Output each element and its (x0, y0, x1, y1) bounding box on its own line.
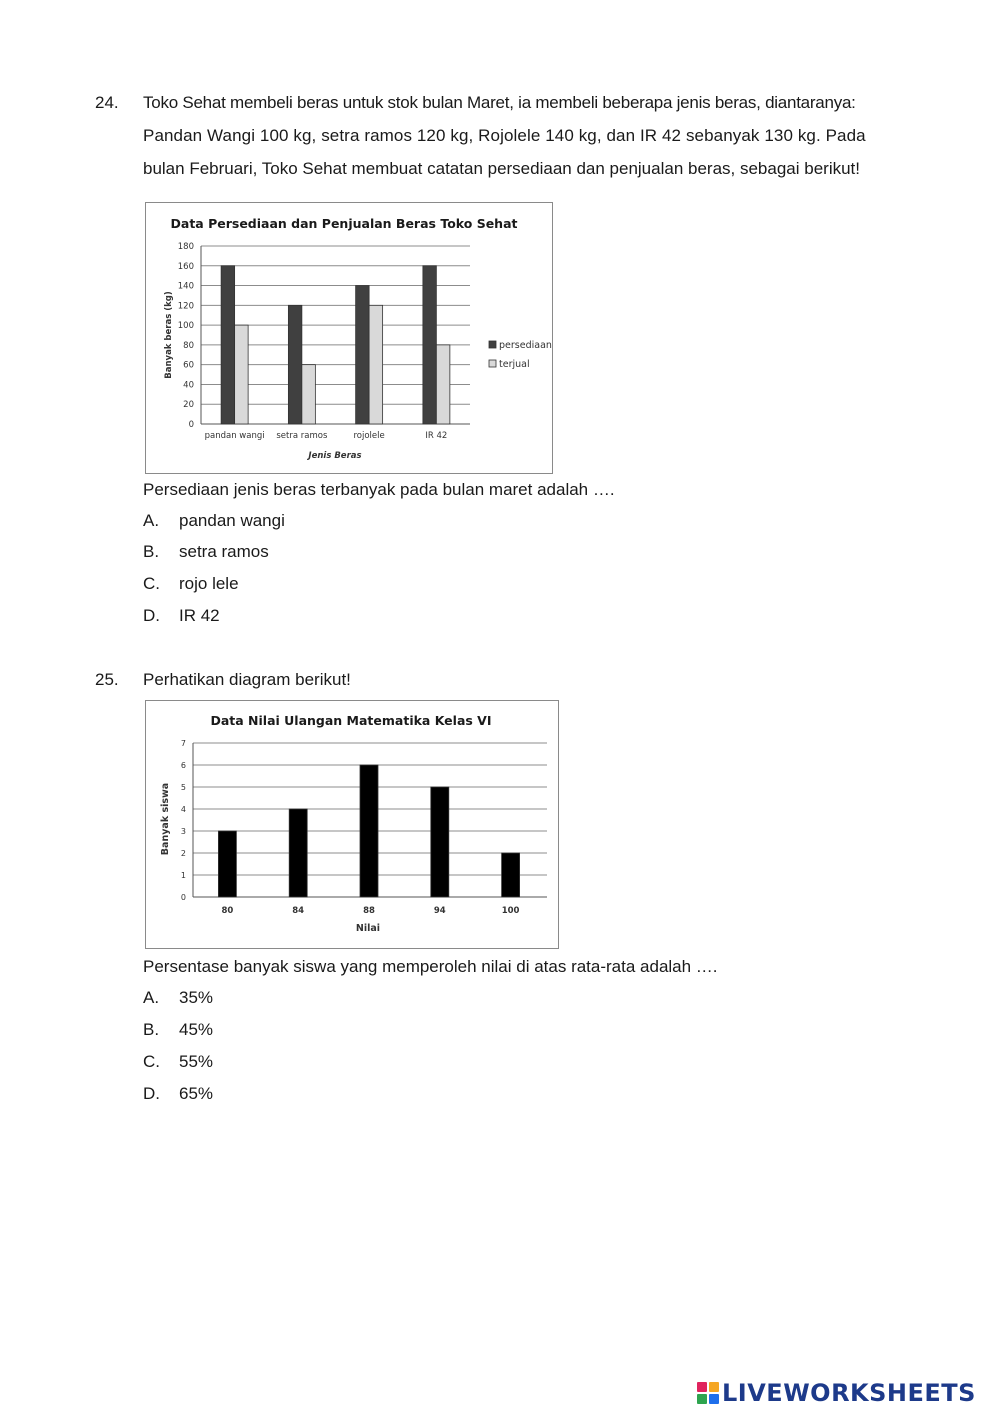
y-tick-label: 2 (180, 849, 186, 858)
logo-square-3 (697, 1394, 707, 1404)
y-tick-label: 5 (180, 783, 186, 792)
option-text: setra ramos (179, 542, 269, 561)
logo-square-4 (709, 1394, 719, 1404)
question-25-number: 25. (95, 670, 119, 689)
x-axis-label: Nilai (355, 923, 381, 934)
question-24-text-line-2: Pandan Wangi 100 kg, setra ramos 120 kg, Rojolele 140 kg, dan IR 42 sebanyak 130 kg. Pada (143, 126, 866, 145)
x-tick-label: IR 42 (425, 431, 448, 441)
chart-nilai-container (145, 700, 559, 949)
y-tick-label: 4 (180, 805, 186, 814)
bar-persediaan-setra-ramos (288, 305, 302, 424)
x-tick-label: setra ramos (276, 431, 328, 441)
y-tick-label: 140 (177, 281, 194, 292)
option-letter: B. (143, 542, 160, 561)
option-letter: A. (143, 988, 160, 1007)
question-24-option-d[interactable] (143, 606, 220, 626)
y-tick-label: 20 (183, 400, 194, 411)
liveworksheets-logo[interactable] (697, 1378, 976, 1408)
x-tick-label: 80 (221, 906, 234, 916)
liveworksheets-logo-icon (697, 1382, 719, 1404)
option-letter: A. (143, 511, 160, 530)
option-text: IR 42 (179, 606, 220, 625)
liveworksheets-logo-text: LIVEWORKSHEETS (722, 1379, 976, 1407)
option-letter: D. (143, 606, 160, 625)
question-25-option-d[interactable] (143, 1084, 213, 1104)
y-axis-label: Banyak beras (kg) (164, 291, 174, 379)
y-tick-label: 3 (180, 827, 186, 836)
question-25-prompt: Persentase banyak siswa yang memperoleh nilai di atas rata-rata adalah …. (143, 957, 718, 976)
option-text: 65% (179, 1084, 214, 1103)
logo-square-2 (709, 1382, 719, 1392)
bar-terjual-rojolele (369, 305, 383, 424)
y-tick-label: 120 (177, 301, 194, 312)
y-tick-label: 100 (177, 321, 194, 332)
x-tick-label: rojolele (353, 431, 385, 441)
bar-persediaan-pandan-wangi (221, 266, 235, 424)
bar-persediaan-rojolele (356, 286, 370, 424)
chart-beras-container (145, 202, 553, 474)
bar-terjual-pandan-wangi (235, 325, 249, 424)
question-25-intro: Perhatikan diagram berikut! (143, 670, 351, 689)
question-24-prompt: Persediaan jenis beras terbanyak pada bulan maret adalah …. (143, 480, 615, 499)
chart-beras (146, 203, 552, 473)
y-tick-label: 7 (180, 739, 186, 748)
question-24-option-c[interactable] (143, 574, 239, 594)
bar-persediaan-ir-42 (423, 266, 437, 424)
option-text: 35% (179, 988, 214, 1007)
question-25-option-b[interactable] (143, 1020, 213, 1040)
question-24-text-line-1: Toko Sehat membeli beras untuk stok bulan Maret, ia membeli beberapa jenis beras, diantaranya: (143, 93, 856, 112)
bar-banyak-siswa-100 (502, 853, 520, 897)
y-tick-label: 0 (180, 893, 186, 902)
y-tick-label: 160 (177, 261, 194, 272)
y-tick-label: 40 (183, 380, 194, 391)
y-tick-label: 60 (183, 360, 194, 371)
legend-swatch-terjual (489, 360, 496, 367)
legend-swatch-persediaan (489, 341, 496, 348)
question-24-option-a[interactable] (143, 511, 285, 531)
x-tick-label: 94 (433, 906, 446, 916)
y-tick-label: 1 (180, 871, 186, 880)
question-24-number: 24. (95, 93, 119, 112)
question-25-option-a[interactable] (143, 988, 213, 1008)
option-letter: C. (143, 574, 160, 593)
bar-terjual-setra-ramos (302, 365, 316, 424)
y-tick-label: 180 (177, 242, 194, 252)
bar-banyak-siswa-94 (431, 787, 449, 897)
option-text: rojo lele (179, 574, 239, 593)
bar-banyak-siswa-88 (360, 765, 378, 897)
x-tick-label: 88 (363, 906, 375, 916)
legend-label-persediaan: persediaan (499, 340, 552, 351)
option-text: pandan wangi (179, 511, 285, 530)
option-text: 55% (179, 1052, 214, 1071)
chart-title: Data Persediaan dan Penjualan Beras Toko Sehat (170, 216, 518, 231)
x-tick-label: 84 (292, 906, 305, 916)
y-tick-label: 0 (188, 420, 194, 430)
option-text: 45% (179, 1020, 214, 1039)
bar-terjual-ir-42 (436, 345, 450, 424)
chart-title: Data Nilai Ulangan Matematika Kelas VI (210, 713, 492, 728)
question-24-text-line-3: bulan Februari, Toko Sehat membuat catatan persediaan dan penjualan beras, sebagai berikut! (143, 159, 860, 178)
option-letter: B. (143, 1020, 160, 1039)
option-letter: C. (143, 1052, 160, 1071)
chart-nilai (146, 701, 558, 948)
bar-banyak-siswa-84 (289, 809, 307, 897)
legend-label-terjual: terjual (499, 359, 530, 370)
y-tick-label: 6 (180, 761, 186, 770)
logo-square-1 (697, 1382, 707, 1392)
question-24-option-b[interactable] (143, 542, 269, 562)
x-tick-label: pandan wangi (204, 431, 265, 441)
x-axis-label: Jenis Beras (308, 451, 362, 461)
x-tick-label: 100 (501, 906, 520, 916)
question-25-option-c[interactable] (143, 1052, 213, 1072)
y-tick-label: 80 (183, 340, 194, 351)
y-axis-label: Banyak siswa (160, 782, 171, 856)
option-letter: D. (143, 1084, 160, 1103)
bar-banyak-siswa-80 (218, 831, 236, 897)
